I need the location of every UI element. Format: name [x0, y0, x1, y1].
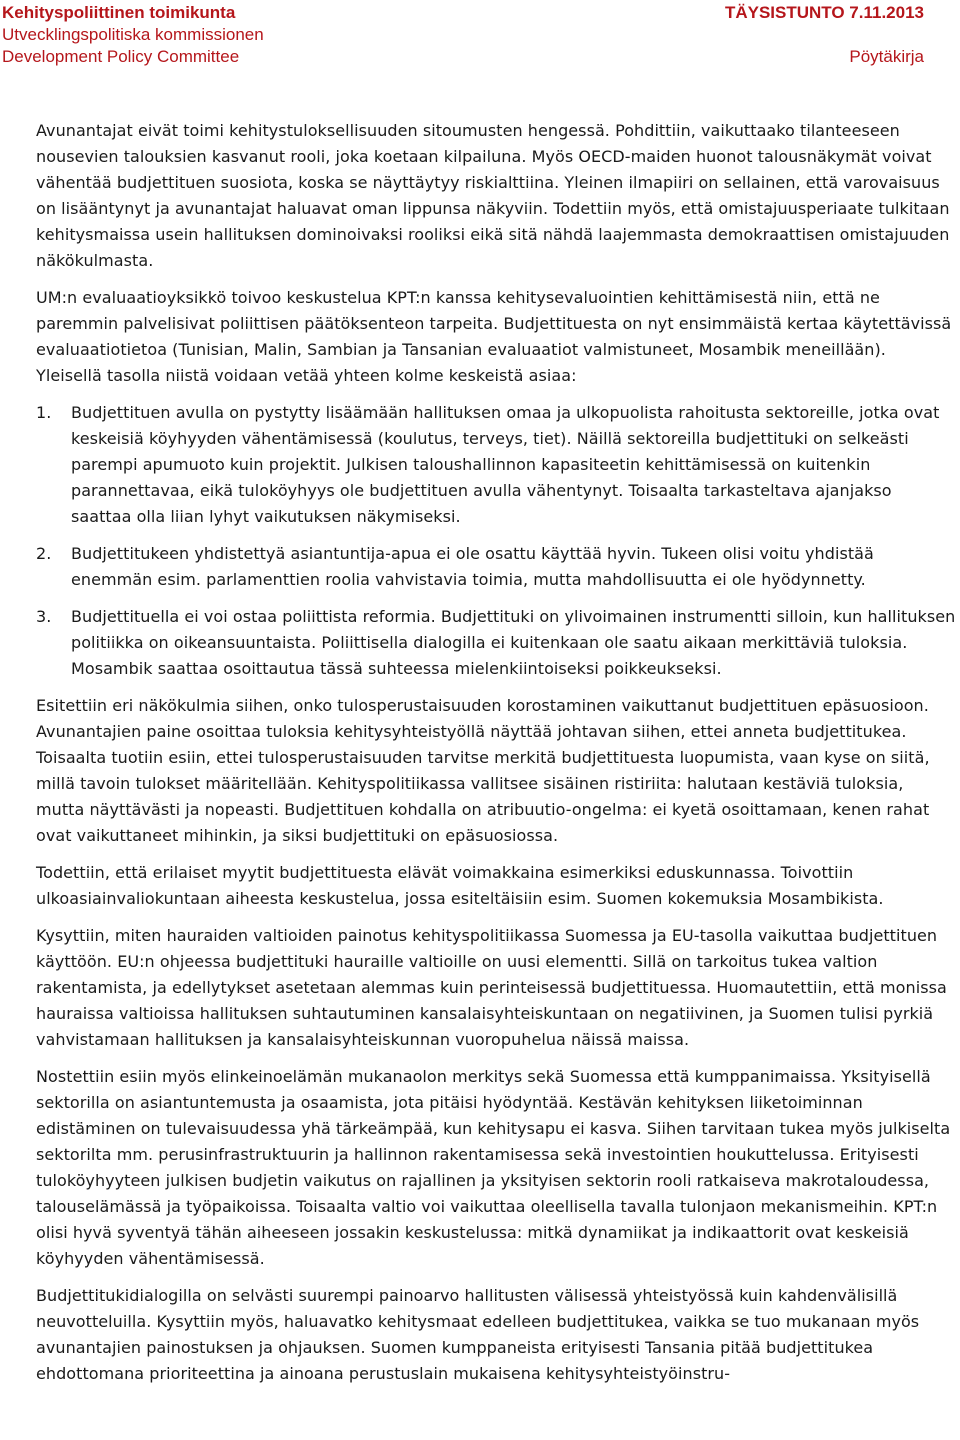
list-number: 1. [36, 403, 52, 422]
paragraph: Todettiin, että erilaiset myytit budjettituesta elävät voimakkaina esimerkiksi eduskunnassa. Toivottiin ulkoasiainvaliokuntaan aiheesta keskustelua, jossa esiteltäisiin esim. Suomen kokemuksia Mosambikista. [36, 863, 884, 908]
list-item-text: Budjettitukeen yhdistettyä asiantuntija-apua ei ole osattu käyttää hyvin. Tukeen olisi voitu yhdistää enemmän esim. parlamenttien roolia vahvistavia toimia, mutta mahdollisuutta ei ole hyödynnetty. [71, 544, 874, 589]
meeting-info [725, 2, 924, 68]
list-number: 3. [36, 607, 52, 626]
list-item [36, 604, 956, 682]
list-item-text: Budjettituella ei voi ostaa poliittista reformia. Budjettituki on ylivoimainen instrumentti silloin, kun hallituksen politiikka on oikeansuuntaista. Poliittisella dialogilla ei kuitenkaan ole saatu aikaan merkittäviä tuloksia. Mosambik saattaa osoittautua tässä suhteessa mielenkiintoiseksi poikkeukseksi. [71, 607, 956, 678]
org-name-english: Development Policy Committee [2, 47, 240, 66]
list-item-text: Budjettituen avulla on pystytty lisäämään hallituksen omaa ja ulkopuolista rahoitusta sektoreille, jotka ovat keskeisiä köyhyyden vähentämisessä (koulutus, terveys, tiet). Näillä sektoreilla budjettituki on selkeästi parempi apumuoto kuin projektit. Julkisen taloushallinnon kapasiteetin kehittämisessä on kuitenkin parannettavaa, eikä tuloköyhyys ole budjettituen avulla vähentynyt. Toisaalta tarkasteltava ajanjakso saattaa olla liian lyhyt vaikutuksen näkymiseksi. [71, 403, 940, 526]
paragraph: Avunantajat eivät toimi kehitystuloksellisuuden sitoumusten hengessä. Pohdittiin, vaikuttaako tilanteeseen nousevien talouksien kasvanut rooli, joka koetaan kilpailuna. Myös OECD-maiden huonot talousnäkymät voivat vähentää budjettituen suosiota, koska se näyttäytyy riskialttiina. Yleinen ilmapiiri on sellainen, että varovaisuus on lisääntynyt ja avunantajat haluavat oman lippunsa näkyviin. Todettiin myös, että omistajuusperiaate tulkitaan kehitysmaissa usein hallituksen dominoivaksi rooliksi eikä sitä nähdä laajemmasta demokraattisen omistajuuden näkökulmasta. [36, 121, 950, 270]
meeting-title: TÄYSISTUNTO 7.11.2013 [724, 3, 924, 22]
document-type: Pöytäkirja [849, 47, 924, 66]
paragraph: Nostettiin esiin myös elinkeinoelämän mukanaolon merkitys sekä Suomessa että kumppanimaissa. Yksityisellä sektorilla on asiantuntemusta ja osaamista, jota pitäisi hyödyntää. Kestävän kehityksen liiketoiminnan edistäminen on tulevaisuudessa yhä tärkeämpää, kun kehitysapu ei kasva. Siihen tarvitaan tukea myös julkiselta sektorilta mm. perusinfrastruktuurin ja hallinnon rakentamisessa sekä investointien houkuttelussa. Erityisesti tuloköyhyyteen julkisen budjetin vaikutus on rajallinen ja yksityisen sektorin rooli ratkaiseva makrotaloudessa, talouselämässä ja työpaikoissa. Toisaalta valtio voi vaikuttaa oleellisella tavalla tulonjaon mekanismeihin. KPT:n olisi hyvä syventyä tähän aiheeseen jossakin keskustelussa: mitkä dynamiikat ja indikaattorit ovat keskeisiä köyhyyden vähentämisessä. [36, 1067, 951, 1268]
org-name-swedish: Utvecklingspolitiska kommissionen [2, 25, 264, 44]
paragraph: Kysyttiin, miten hauraiden valtioiden painotus kehityspolitiikassa Suomessa ja EU-tasolla vaikuttaa budjettituen käyttöön. EU:n ohjeessa budjettituki hauraille valtioille on uusi elementti. Sillä on tarkoitus tukea valtion rakentamista, ja edellytykset asetetaan alemmas kuin perinteisessä budjettituessa. Huomautettiin, että monissa hauraissa valtioissa hallituksen suhtautuminen kansalaisyhteiskuntaan on negatiivinen, ja Suomen tulisi pyrkiä vahvistamaan hallituksen ja kansalaisyhteiskunnan vuoropuhelua näissä maissa. [36, 926, 947, 1049]
paragraph: UM:n evaluaatioyksikkö toivoo keskustelua KPT:n kanssa kehitysevaluointien kehittämisestä niin, että ne paremmin palvelisivat poliittisen päätöksenteon tarpeita. Budjettituesta on nyt ensimmäistä kertaa käytettävissä evaluaatiotietoa (Tunisian, Malin, Sambian ja Tansanian evaluaatiot valmistuneet, Mosambik meneillään). Yleisellä tasolla niistä voidaan vetää yhteen kolme keskeistä asiaa: [36, 288, 952, 385]
list-item [36, 400, 956, 530]
paragraph: Budjettitukidialogilla on selvästi suurempi painoarvo hallitusten välisessä yhteistyössä kuin kahdenvälisillä neuvotteluilla. Kysyttiin myös, haluavatko kehitysmaat edelleen budjettitukea, vaikka se tuo mukanaan myös avunantajien painostuksen ja ohjauksen. Suomen kumppaneista erityisesti Tansania pitää budjettitukea ehdottomana prioriteettina ja ainoana perustuslain mukaisena kehitysyhteistyöinstru- [36, 1286, 920, 1383]
list-number: 2. [36, 544, 52, 563]
org-name-finnish: Kehityspoliittinen toimikunta [2, 3, 236, 22]
paragraph: Esitettiin eri näkökulmia siihen, onko tulosperustaisuuden korostaminen vaikuttanut budjettituen epäsuosioon. Avunantajien paine osoittaa tuloksia kehitysyhteistyöllä näyttää johtavan siihen, ettei anneta budjettitukea. Toisaalta tuotiin esiin, ettei tulosperustaisuuden tarvitse merkitä budjettituesta luopumista, vaan kyse on siitä, millä tavoin tulokset määritellään. Kehityspolitiikassa vallitsee sisäinen ristiriita: halutaan kestäviä tuloksia, mutta näyttävästi ja nopeasti. Budjettituen kohdalla on atribuutio-ongelma: ei kyetä osoittamaan, kenen rahat ovat vaikuttaneet mihinkin, ja siksi budjettituki on epäsuosiossa. [36, 696, 930, 845]
list-item [36, 541, 956, 593]
document-body [36, 118, 956, 1398]
organization-names [2, 2, 264, 68]
numbered-list [36, 400, 956, 682]
document-header [0, 0, 960, 72]
